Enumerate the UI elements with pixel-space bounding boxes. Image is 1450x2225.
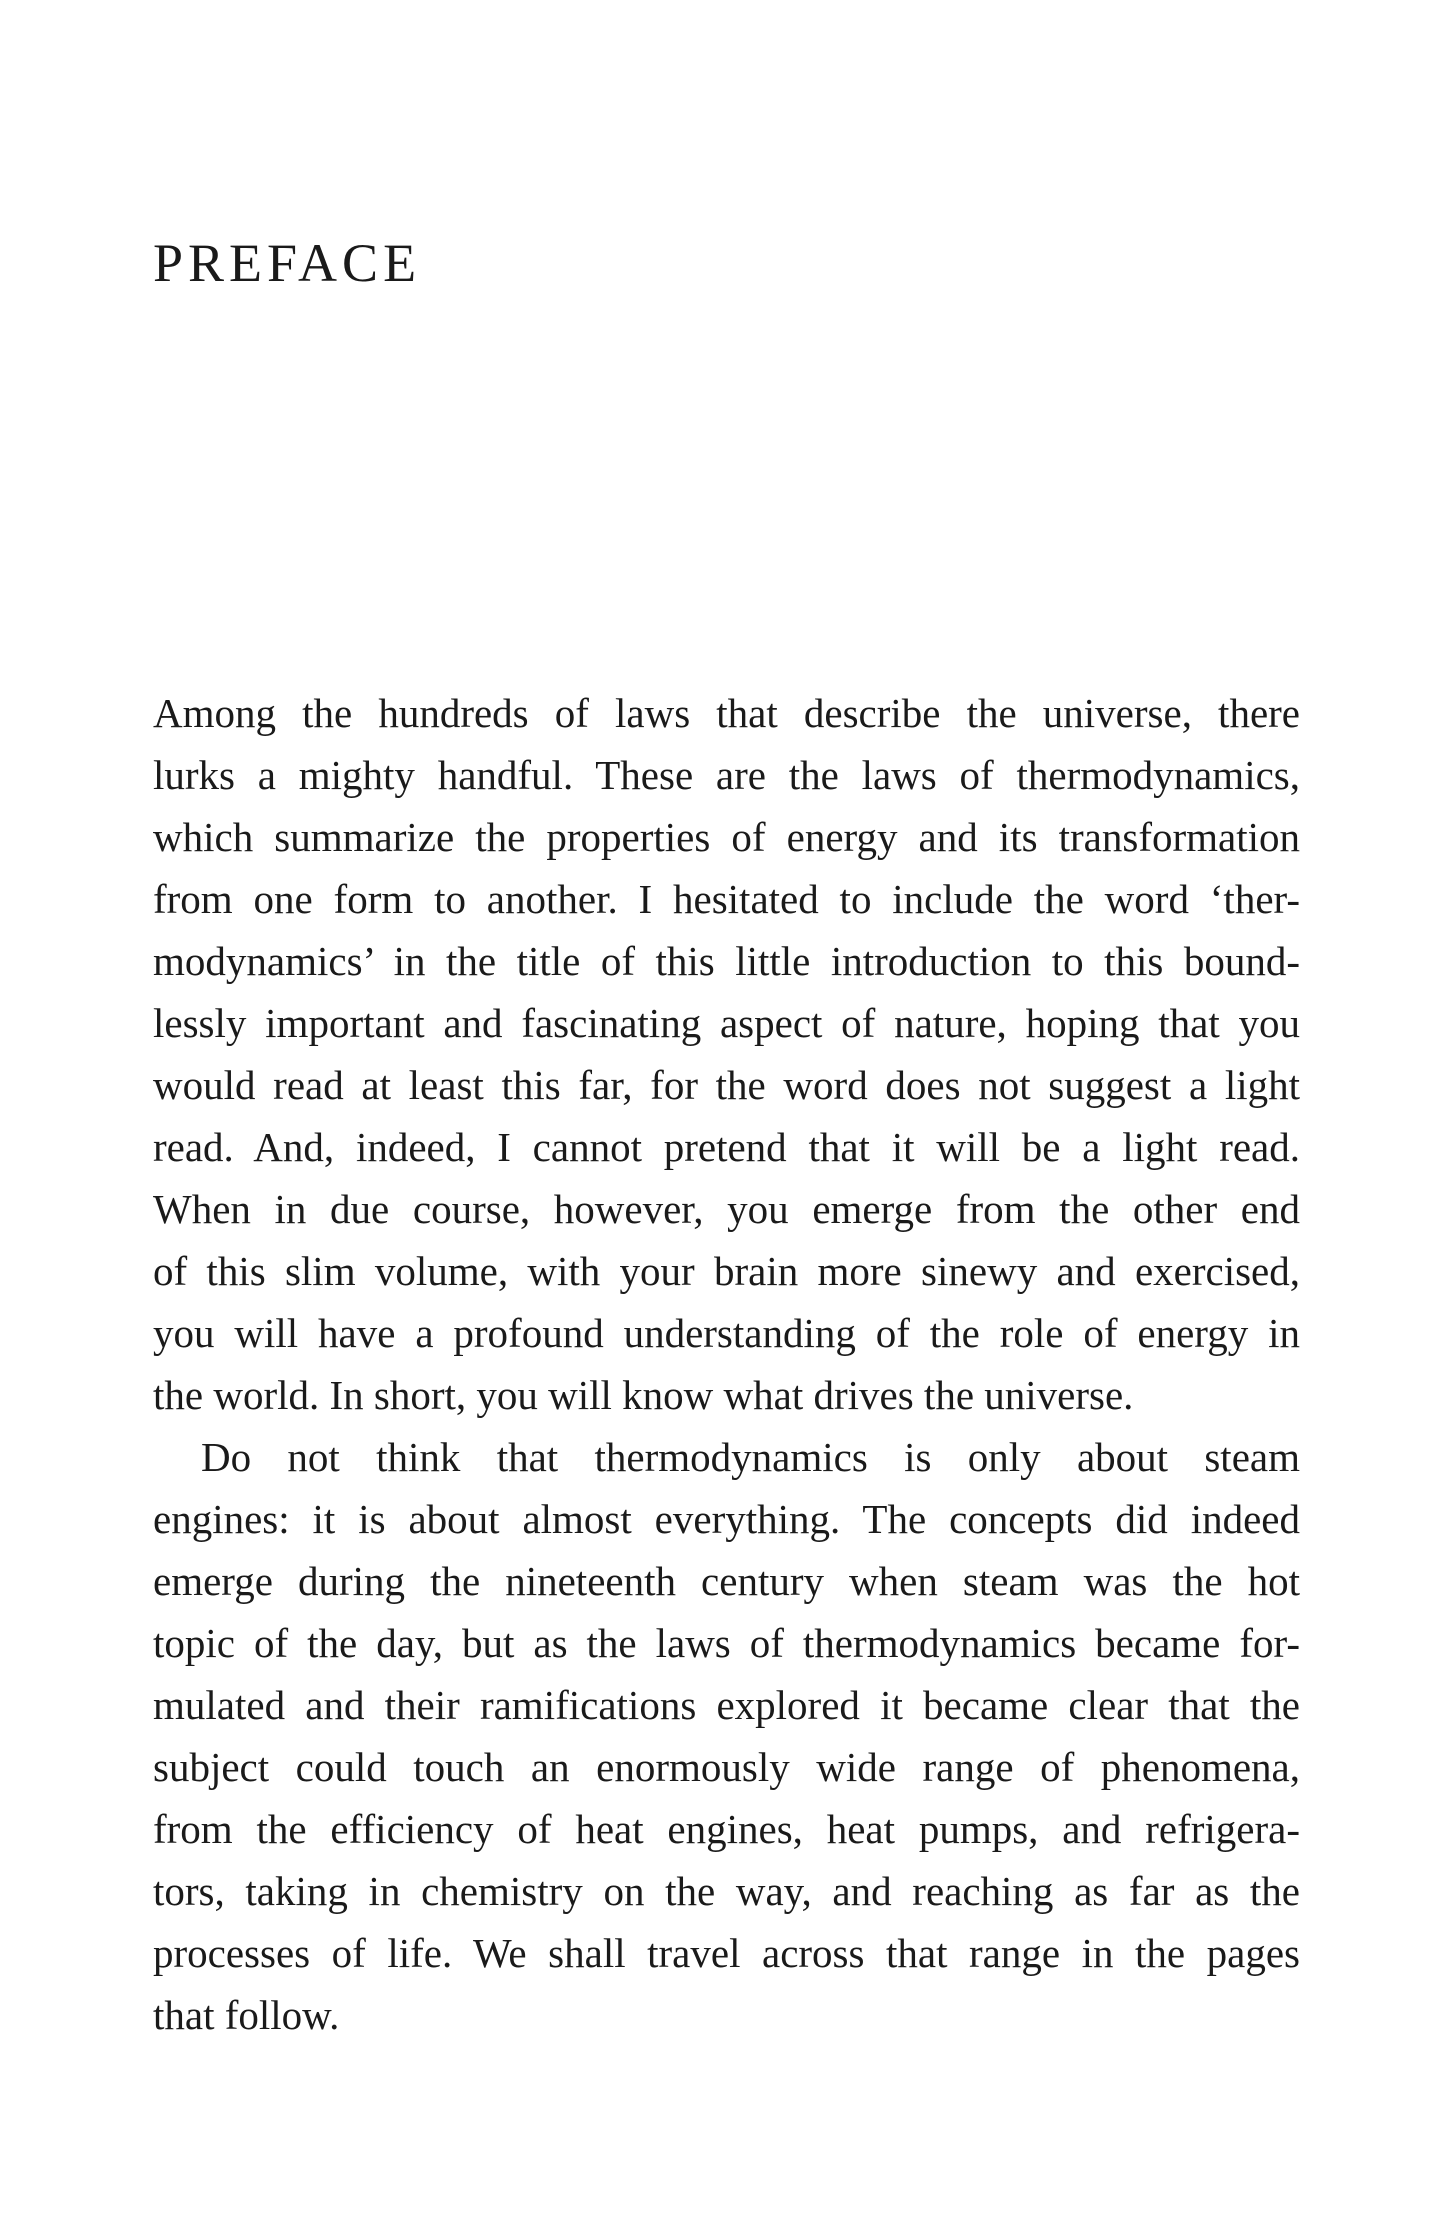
body-text — [153, 682, 1300, 2046]
text-line: subject could touch an enormously wide range of phenomena, — [153, 1744, 1300, 1790]
text-line: from one form to another. I hesitated to include the word ‘ther- — [153, 876, 1300, 922]
text-line: from the efficiency of heat engines, heat pumps, and refrigera- — [153, 1806, 1300, 1852]
text-line: which summarize the properties of energy and its transformation — [153, 814, 1300, 860]
text-line: tors, taking in chemistry on the way, and reaching as far as the — [153, 1868, 1300, 1914]
text-line: emerge during the nineteenth century when steam was the hot — [153, 1558, 1300, 1604]
text-line: Do not think that thermodynamics is only about steam — [201, 1434, 1300, 1480]
text-line: lurks a mighty handful. These are the laws of thermodynamics, — [153, 752, 1300, 798]
text-line: modynamics’ in the title of this little introduction to this bound- — [153, 938, 1300, 984]
paragraph-2 — [153, 1426, 1300, 2046]
text-line: the world. In short, you will know what drives the universe. — [153, 1372, 1134, 1418]
text-line: lessly important and fascinating aspect of nature, hoping that you — [153, 1000, 1300, 1046]
text-line: engines: it is about almost everything. The concepts did indeed — [153, 1496, 1300, 1542]
text-line: that follow. — [153, 1992, 340, 2038]
text-line: read. And, indeed, I cannot pretend that it will be a light read. — [153, 1124, 1300, 1170]
text-line: of this slim volume, with your brain more sinewy and exercised, — [153, 1248, 1300, 1294]
text-line: processes of life. We shall travel across that range in the pages — [153, 1930, 1300, 1976]
paragraph-1 — [153, 682, 1300, 1426]
text-line: When in due course, however, you emerge from the other end — [153, 1186, 1300, 1232]
text-line: Among the hundreds of laws that describe the universe, there — [153, 690, 1300, 736]
page-title: PREFACE — [153, 233, 422, 293]
text-line: you will have a profound understanding of the role of energy in — [153, 1310, 1300, 1356]
text-line: would read at least this far, for the word does not suggest a light — [153, 1062, 1300, 1108]
text-line: mulated and their ramifications explored it became clear that the — [153, 1682, 1300, 1728]
text-line: topic of the day, but as the laws of thermodynamics became for- — [153, 1620, 1300, 1666]
